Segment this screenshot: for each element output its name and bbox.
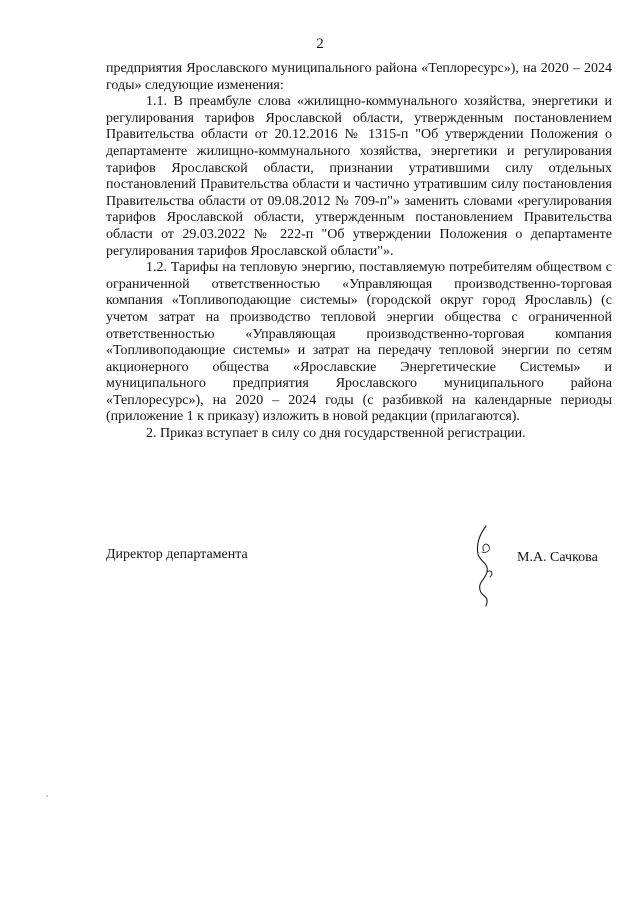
document-body bbox=[106, 61, 612, 443]
paragraph-1-2: 1.2. Тарифы на тепловую энергию, поставляемую потребителям обществом с ограниченной ответственностью «Управляющая производственно-торговая компания «Топливоподающие системы» (городской округ город Ярославль) (с учетом затрат на производство тепловой энергии общества с ограниченной ответственностью «Управляющая производственно-торговая компания «Топливоподающие системы» и затрат на передачу тепловой энергии по сетям акционерного общества «Ярославские Энергетические Системы» и муниципального предприятия Ярославского муниципального района «Теплоресурс»), на 2020 – 2024 годы (с разбивкой на календарные периоды (приложение 1 к приказу) изложить в новой редакции (прилагаются). bbox=[106, 260, 612, 425]
paragraph-2: 2. Приказ вступает в силу со дня государственной регистрации. bbox=[146, 426, 526, 442]
paragraph-intro-continuation: предприятия Ярославского муниципального района «Теплоресурс»), на 2020 – 2024 годы» следующие изменения: bbox=[106, 61, 612, 93]
scan-speck bbox=[46, 795, 48, 797]
page-number: 2 bbox=[316, 36, 324, 52]
paragraph-1-1: 1.1. В преамбуле слова «жилищно-коммунального хозяйства, энергетики и регулирования тарифов Ярославской области, утвержденным постановлением Правительства области от 20.12.2016 № 1315-п "Об утверждении Положения о департаменте жилищно-коммунального хозяйства, энергетики и регулирования тарифов Ярославской области, признании утратившими силу отдельных постановлений Правительства области и частично утратившим силу постановления Правительства области от 09.08.2012 № 709-п"» заменить словами «регулирования тарифов Ярославской области, утвержденным постановлением Правительства области от 29.03.2022 № 222-п "Об утверждении Положения о департаменте регулирования тарифов Ярославской области"». bbox=[106, 94, 612, 259]
signatory-name: М.А. Сачкова bbox=[517, 550, 598, 565]
signatory-title: Директор департамента bbox=[106, 547, 248, 562]
handwritten-signature bbox=[456, 522, 508, 608]
